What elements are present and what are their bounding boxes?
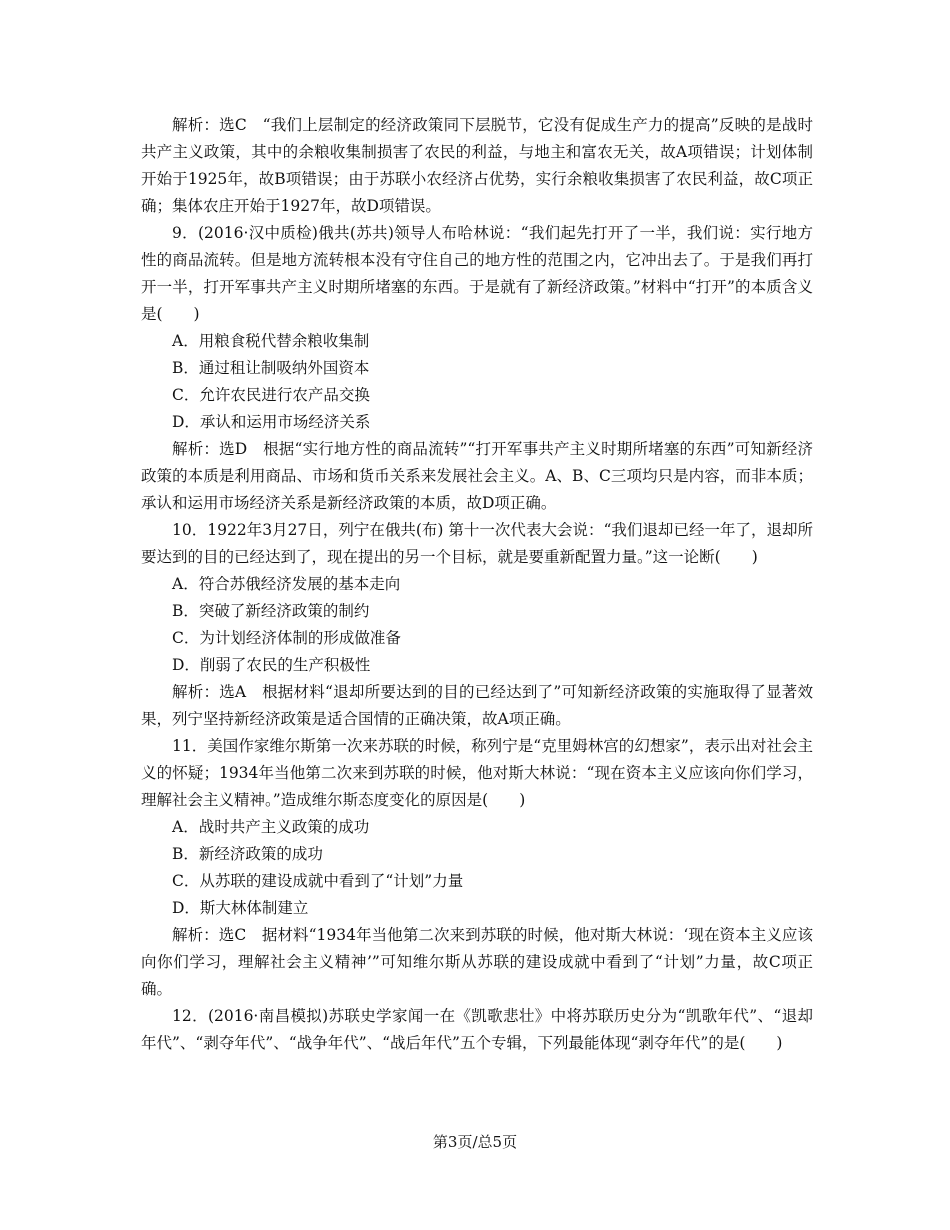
q9-option-d: D．承认和运用市场经济关系 (172, 413, 371, 431)
q11-option-a: A．战时共产主义政策的成功 (172, 818, 370, 836)
q11-option-c: C．从苏联的建设成就中看到了“计划”力量 (172, 872, 464, 890)
q10-option-b: B．突破了新经济政策的制约 (172, 602, 370, 620)
q10-option-d: D．削弱了农民的生产积极性 (172, 656, 371, 674)
q9-option-b: B．通过租让制吸纳外国资本 (172, 359, 370, 377)
question-9: 9．(2016·汉中质检)俄共(苏共)领导人布哈林说：“我们起先打开了一半，我们说：实行地方性的商品流转。但是地方流转根本没有守住自己的地方性的范围之内，它冲出去了。于是我们再打开一半，打开军事共产主义时期所堵塞的东西。于是就有了新经济政策。”材料中“打开”的本质含义是( ) (141, 224, 813, 323)
question-11: 11．美国作家维尔斯第一次来苏联的时候，称列宁是“克里姆林宫的幻想家”，表示出对社会主义的怀疑；1934年当他第二次来到苏联的时候，他对斯大林说：“现在资本主义应该向你们学习，理解社会主义精神。”造成维尔斯态度变化的原因是( ) (141, 737, 813, 809)
q10-option-a: A．符合苏俄经济发展的基本走向 (172, 575, 401, 593)
analysis-q9: 解析：选D 根据“实行地方性的商品流转”“打开军事共产主义时期所堵塞的东西”可知新经济政策的本质是利用商品、市场和货币关系来发展社会主义。A、B、C三项均只是内容，而非本质；承认和运用市场经济关系是新经济政策的本质，故D项正确。 (141, 440, 813, 512)
q10-option-c: C．为计划经济体制的形成做准备 (172, 629, 401, 647)
q11-option-b: B．新经济政策的成功 (172, 845, 323, 863)
page-footer: 第3页/总5页 (432, 1133, 518, 1151)
question-10: 10．1922年3月27日，列宁在俄共(布) 第十一次代表大会说：“我们退却已经一年了，退却所要达到的目的已经达到了，现在提出的另一个目标，就是要重新配置力量。”这一论断( ) (141, 521, 813, 566)
question-12: 12．(2016·南昌模拟)苏联史学家闻一在《凯歌悲壮》中将苏联历史分为“凯歌年代”、“退却年代”、“剥夺年代”、“战争年代”、“战后年代”五个专辑，下列最能体现“剥夺年代”的是( ) (141, 1007, 813, 1052)
q11-option-d: D．斯大林体制建立 (172, 899, 309, 917)
analysis-q11: 解析：选C 据材料“1934年当他第二次来到苏联的时候，他对斯大林说：‘现在资本主义应该向你们学习，理解社会主义精神’”可知维尔斯从苏联的建设成就中看到了“计划”力量，故C项正确。 (141, 926, 813, 998)
q9-option-c: C．允许农民进行农产品交换 (172, 386, 370, 404)
analysis-q8: 解析：选C “我们上层制定的经济政策同下层脱节，它没有促成生产力的提高”反映的是战时共产主义政策，其中的余粮收集制损害了农民的利益，与地主和富农无关，故A项错误；计划体制开始于1925年，故B项错误；由于苏联小农经济占优势，实行余粮收集损害了农民利益，故C项正确；集体农庄开始于1927年，故D项错误。 (141, 116, 813, 215)
analysis-q10: 解析：选A 根据材料“退却所要达到的目的已经达到了”可知新经济政策的实施取得了显著效果，列宁坚持新经济政策是适合国情的正确决策，故A项正确。 (141, 683, 813, 728)
page-content (141, 112, 813, 1057)
q9-option-a: A．用粮食税代替余粮收集制 (172, 332, 370, 350)
